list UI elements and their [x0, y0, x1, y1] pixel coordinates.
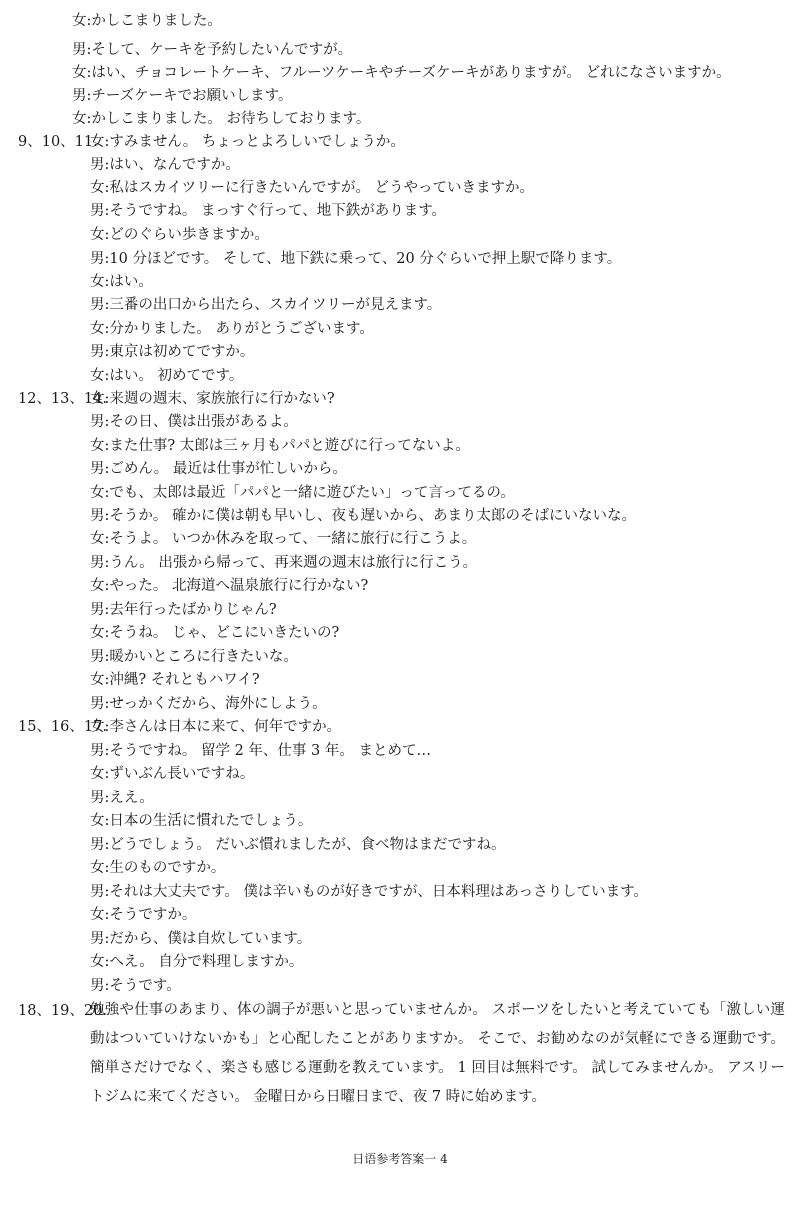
question-number: 9、10、11.	[18, 134, 98, 150]
dialogue-line: 男:はい、なんですか。	[90, 157, 240, 173]
dialogue-line: 男:三番の出口から出たら、スカイツリーが見えます。	[90, 297, 442, 313]
dialogue-line: 男:せっかくだから、海外にしよう。	[90, 696, 327, 712]
dialogue-line: 男:暖かいところに行きたいな。	[90, 649, 298, 665]
dialogue-line: 女:生のものですか。	[90, 860, 226, 876]
dialogue-line: 男:そして、ケーキを予約したいんですが。	[72, 42, 353, 58]
dialogue-line: 男:ごめん。 最近は仕事が忙しいから。	[90, 461, 347, 477]
dialogue-line: 男:去年行ったばかりじゃん?	[90, 602, 277, 618]
dialogue-line: 女:でも、太郎は最近「パパと一緒に遊びたい」って言ってるの。	[90, 485, 515, 501]
dialogue-line: 女:どのぐらい歩きますか。	[90, 227, 269, 243]
dialogue-line: 男:うん。 出張から帰って、再来週の週末は旅行に行こう。	[90, 555, 478, 571]
dialogue-line: 男:そうです。	[90, 978, 181, 994]
dialogue-line: 男:だから、僕は自炊しています。	[90, 931, 312, 947]
dialogue-line: 男:チーズケーキでお願いします。	[72, 88, 293, 104]
dialogue-line: 男:そうか。 確かに僕は朝も早いし、夜も遅いから、あまり太郎のそばにいないな。	[90, 508, 636, 524]
dialogue-line: 女:へえ。 自分で料理しますか。	[90, 954, 304, 970]
question-number: 12、13、14.	[18, 391, 107, 407]
dialogue-line: 女:私はスカイツリーに行きたいんですが。 どうやっていきますか。	[90, 180, 535, 196]
dialogue-line: 女:分かりました。 ありがとうございます。	[90, 321, 374, 337]
dialogue-line: 女:かしこまりました。 お待ちしております。	[72, 111, 371, 127]
question-number: 15、16、17.	[18, 719, 107, 735]
dialogue-line: 女:沖縄? それともハワイ?	[90, 672, 260, 688]
dialogue-line: 男:その日、僕は出張があるよ。	[90, 414, 298, 430]
dialogue-line: 男:そうですね。 留学 2 年、仕事 3 年。 まとめて…	[90, 743, 431, 759]
monologue-paragraph: 勉強や仕事のあまり、体の調子が悪いと思っていませんか。 スポーツをしたいと考えていても「激しい運動はついていけないかも」と心配したことがありますか。 そこで、お勧めなのが気軽にできる運動です。 簡単さだけでなく、楽さも感じる運動を教えています。 1 回目は無料です。 試してみませんか。 アスリートジムに来てください。 金曜日から日曜日まで、夜 7 時に始めます。	[90, 1002, 785, 1105]
dialogue-line: 女:はい、チョコレートケーキ、フルーツケーキやチーズケーキがありますが。 どれになさいますか。	[72, 65, 731, 81]
dialogue-line: 男:ええ。	[90, 790, 154, 806]
dialogue-line: 男:どうでしょう。 だいぶ慣れましたが、食べ物はまだですね。	[90, 837, 506, 853]
dialogue-line: 女:そうね。 じゃ、どこにいきたいの?	[90, 625, 340, 641]
dialogue-line: 男:10 分ほどです。 そして、地下鉄に乗って、20 分ぐらいで押上駅で降ります。	[90, 251, 622, 267]
dialogue-line: 女:かしこまりました。	[72, 13, 222, 29]
dialogue-line: 女:来週の週末、家族旅行に行かない?	[90, 391, 335, 407]
dialogue-line: 女:日本の生活に慣れたでしょう。	[90, 813, 313, 829]
dialogue-line: 女:そうよ。 いつか休みを取って、一緒に旅行に行こうよ。	[90, 531, 477, 547]
question-number: 18、19、20.	[18, 1003, 107, 1019]
dialogue-line: 女:すみません。 ちょっとよろしいでしょうか。	[90, 134, 405, 150]
dialogue-line: 女:李さんは日本に来て、何年ですか。	[90, 719, 342, 735]
dialogue-line: 女:やった。 北海道へ温泉旅行に行かない?	[90, 578, 369, 594]
dialogue-line: 男:それは大丈夫です。 僕は辛いものが好きですが、日本料理はあっさりしています。	[90, 884, 649, 900]
dialogue-line: 女:ずいぶん長いですね。	[90, 766, 255, 782]
dialogue-line: 女:そうですか。	[90, 907, 197, 923]
dialogue-line: 女:はい。	[90, 274, 153, 290]
dialogue-line: 男:そうですね。 まっすぐ行って、地下鉄があります。	[90, 203, 447, 219]
dialogue-line: 男:東京は初めてですか。	[90, 344, 255, 360]
dialogue-line: 女:はい。 初めてです。	[90, 368, 244, 384]
page-footer: 日语参考答案一 4	[352, 1152, 448, 1166]
dialogue-line: 女:また仕事? 太郎は三ヶ月もパパと遊びに行ってないよ。	[90, 438, 470, 454]
